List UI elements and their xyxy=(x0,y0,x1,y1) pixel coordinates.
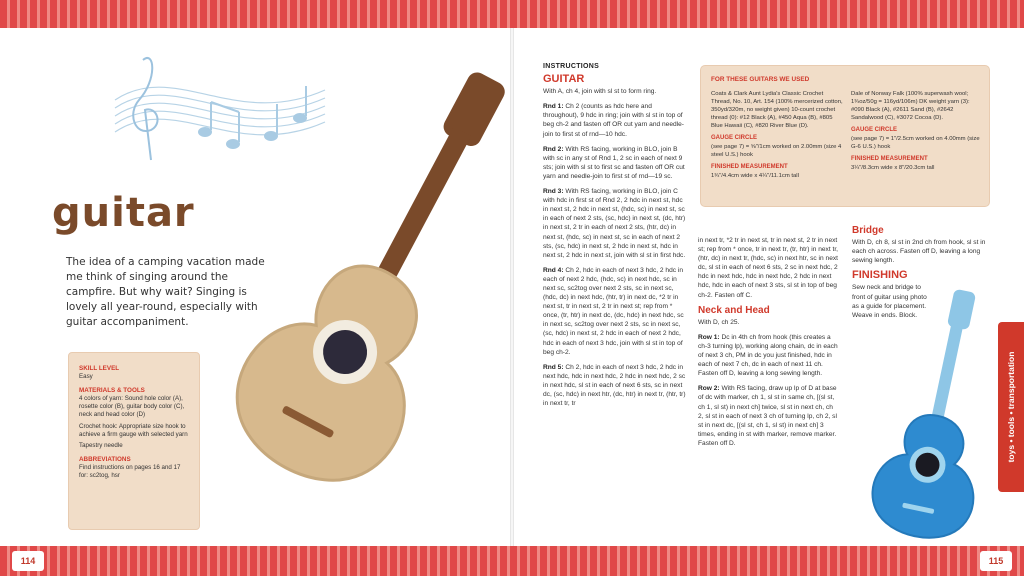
needle-text: Tapestry needle xyxy=(79,442,123,450)
left-final-text: 1¾"/4.4cm wide x 4¼"/11.1cm tall xyxy=(711,173,799,179)
page-title: guitar xyxy=(52,190,195,236)
abbreviations-text: Find instructions on pages 16 and 17 for: sc2tog, hsr xyxy=(79,463,181,480)
materials-box-title: FOR THESE GUITARS WE USED xyxy=(711,76,810,83)
rnd2-text: With RS facing, working in BLO, join B with sc in any st of Rnd 1, 2 sc in each of next 9 sts; join with sl st to first sc and fasten off OR cut yarn and needle-join to first st of rnd—19 sc. xyxy=(543,145,685,180)
page-number-left: 114 xyxy=(12,551,44,571)
right-final-text: 3¼"/8.3cm wide x 8"/20.3cm tall xyxy=(851,165,935,171)
bottom-stripe-border xyxy=(0,546,1024,576)
finishing-heading: FINISHING xyxy=(852,269,908,282)
rnd4 xyxy=(543,266,688,357)
row1-text: Dc in 4th ch from hook (this creates a ch-3 turning lp), working along chain, dc in each of next 3 ch, PM in dc you just finished, hdc in each of next 7 ch, dc in each of next 11 ch. Fasten off D, leaving a long sewing length. xyxy=(698,333,838,378)
skill-level-box xyxy=(68,352,200,530)
rnd1 xyxy=(543,102,688,138)
page-number-right: 115 xyxy=(980,551,1012,571)
instructions-label: INSTRUCTIONS xyxy=(543,63,600,70)
materials-label: MATERIALS & TOOLS xyxy=(79,386,145,394)
side-tab-label: toys • tools • transportation xyxy=(1006,351,1016,463)
row1-label: Row 1: xyxy=(698,333,720,341)
guitar-heading: GUITAR xyxy=(543,73,585,86)
skill-level-label: SKILL LEVEL xyxy=(79,365,120,372)
neck-heading: Neck and Head xyxy=(698,304,770,316)
rnd5 xyxy=(543,363,688,408)
rnd4-label: Rnd 4: xyxy=(543,266,564,274)
row2 xyxy=(698,384,840,448)
intro-paragraph: The idea of a camping vacation made me think of singing around the campfire. But why wait? Singing is lovely all year-round, especially with guitar accompaniment. xyxy=(66,256,265,328)
row2-label: Row 2: xyxy=(698,385,720,393)
rnd1-text: Ch 2 (counts as hdc here and throughout), 9 hdc in ring; join with sl st in top of beg ch-2 and fasten off OR cut yarn and needle-join to first st of rnd—10 hdc. xyxy=(543,103,685,138)
skill-level-value: Easy xyxy=(79,373,93,381)
intro-line: With A, ch 4, join with sl st to form ring. xyxy=(543,88,657,96)
abbreviations-label: ABBREVIATIONS xyxy=(79,455,131,463)
materials-text: 4 colors of yarn: Sound hole color (A), rosette color (B), guitar body color (C), neck and head color (D) xyxy=(79,394,185,419)
rnd2 xyxy=(543,145,688,181)
rnd4-text: Ch 2, hdc in each of next 3 hdc, 2 hdc in each of next 2 hdc, (hdc, sc) in next hdc, sc in next sc, sc2tog over next 2 sts, sc in next sc, (hdc, dc) in next hdc, (htr, tr) in next dc, *2 tr in next st, tr in next st, 2 tr in next st; rep from * once, (tr, htr) in next dc, (dc, hdc) in next hdc, sc in next sc, sc2tog over next 2 sts, sc in next sc, (sc, hdc) in next st, 2 hdc in each of next 2 hdc, hdc in each of next 3 hdc, join with sl st in top of beg ch-2. xyxy=(543,266,684,356)
finishing-text: Sew neck and bridge to front of guitar using photo as a guide for placement. Weave in ends. Block. xyxy=(852,284,927,319)
right-gauge-text: (see page 7) = 1"/2.5cm worked on 4.00mm (size G-6 U.S.) hook xyxy=(851,136,980,150)
rnd3 xyxy=(543,187,688,260)
row1 xyxy=(698,333,840,378)
materials-box-left xyxy=(711,90,843,180)
instructions-column-2 xyxy=(698,236,840,454)
side-section-tab xyxy=(998,322,1024,492)
neck-intro: With D, ch 25. xyxy=(698,318,740,326)
bridge-text: With D, ch 8, sl st in 2nd ch from hook, sl st in each ch across. Fasten off D, leaving a long sewing length. xyxy=(852,239,986,265)
materials-box-right xyxy=(851,90,983,172)
rnd1-label: Rnd 1: xyxy=(543,103,564,111)
left-gauge-text: (see page 7) = ⅝"/1cm worked on 2.00mm (size 4 steel U.S.) hook xyxy=(711,144,842,158)
crochet-guitar-blue-image xyxy=(858,284,988,546)
left-gauge-label: GAUGE CIRCLE xyxy=(711,135,758,141)
bridge-heading: Bridge xyxy=(852,225,884,236)
crochet-guitar-tan-image xyxy=(225,40,515,520)
right-final-label: FINISHED MEASUREMENT xyxy=(851,156,928,162)
rnd5-text: Ch 2, hdc in each of next 3 hdc, 2 hdc in next hdc, hdc in next hdc, 2 hdc in next hdc, 2 sc in next hdc, sl st in each of next 6 sts, sc in next dc, (sc, hdc) in next htr, (dc, htr) in next tr, (htr, tr) in next tr, tr xyxy=(543,363,686,408)
materials-box xyxy=(700,65,990,207)
hook-text: Crochet hook: Appropriate size hook to achieve a firm gauge with selected yarn xyxy=(79,422,188,439)
instructions-column-1 xyxy=(543,62,688,414)
rnd3-text: With RS facing, working in BLO, join C with hdc in first st of Rnd 2, 2 hdc in next st, hdc in next st, 2 hdc in next st, (hdc, sc) in next st, sc in each of next 2 sts, (sc, hdc) in next st, (dc, htr) in next st, 2 tr in each of next 2 sts, (htr, dc) in next st, (hdc, sc) in next st, sc in each of next 2 sts, (sc, hdc) in next st, 2 hdc in next st, hdc in next st, 2 hdc in next st, join with sl st in first hdc. xyxy=(543,188,686,259)
row2-text: With RS facing, draw up lp of D at base of dc with marker, ch 1, sl st in same ch, [(sl st, ch 1, sl st) in next ch] twice, sl st in next ch, ch 2, sl st in each of next 3 ch of turning lp, ch 2, sl st in next dc, [(sl st, ch 1, sl st) in next ch] 3 times, ending in st with marker, remove marker. Fasten off D. xyxy=(698,385,837,447)
rnd5-label: Rnd 5: xyxy=(543,363,564,371)
materials-left-text: Coats & Clark Aunt Lydia's Classic Crochet Thread, No. 10, Art. 154 (100% mercerized cotton, 350yd/320m, no weight given) 10-count crochet thread (0): #12 Black (A), #450 Aqua (B), #805 Blue Hawaii (C), #820 River Blue (D). xyxy=(711,91,843,129)
rnd2-label: Rnd 2: xyxy=(543,145,564,153)
col2-continuation: in next tr, *2 tr in next st, tr in next st, 2 tr in next st; rep from * once, tr in next tr, (tr, htr) in next tr, (htr, dc) in next tr, (hdc, sc) in next htr, sc in next dc, sl st in each of next 6 sts, 2 sc in next hdc, 2 hdc in next hdc, hdc in next hdc, 2 hdc in next hdc, hdc in each of next 3 sts, sl st in top of beg ch-2. Fasten off C. xyxy=(698,237,838,299)
top-stripe-border xyxy=(0,0,1024,28)
rnd3-label: Rnd 3: xyxy=(543,188,564,196)
left-final-label: FINISHED MEASUREMENT xyxy=(711,164,788,170)
materials-right-text: Dale of Norway Falk (100% superwash wool; 1¾oz/50g = 116yd/106m) DK weight yarn (3): #090 Black (A), #2611 Sand (B), #2642 Sandalwood (C), #3072 Cocoa (D). xyxy=(851,91,970,121)
right-gauge-label: GAUGE CIRCLE xyxy=(851,127,898,133)
